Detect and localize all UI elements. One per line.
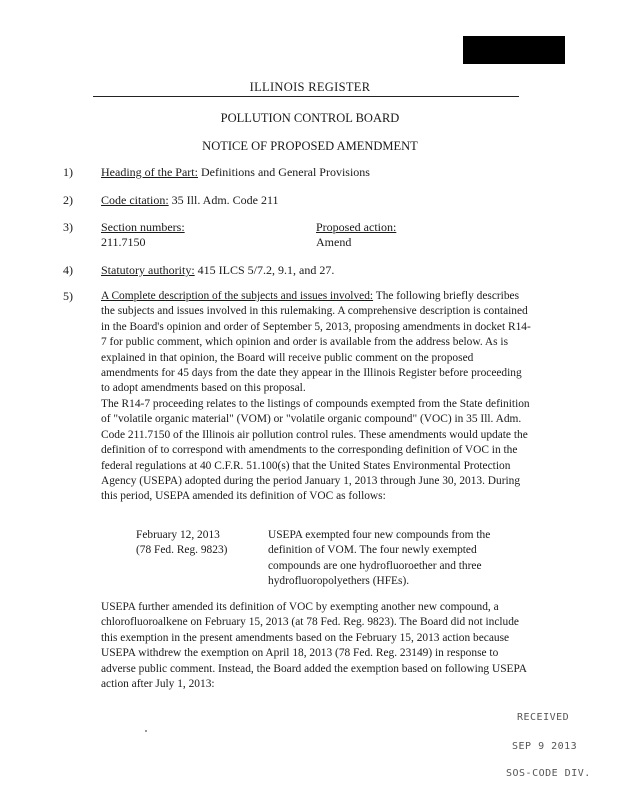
section-numbers-label: Section numbers:	[101, 220, 185, 234]
section-numbers-value: 211.7150	[101, 235, 146, 249]
table-citation: (78 Fed. Reg. 9823)	[136, 544, 228, 556]
item-2	[101, 193, 279, 208]
notice-title: NOTICE OF PROPOSED AMENDMENT	[202, 139, 418, 153]
agency-title: POLLUTION CONTROL BOARD	[220, 111, 400, 125]
stamp-received: RECEIVED	[517, 712, 570, 723]
item-5-label: A Complete description of the subjects and issues involved:	[101, 290, 374, 302]
item-5-lead: The following briefly describes the subjects and issues involved in this rulemaking. A comprehensive description is contained in the Board's opinion and order of September 5, 2013, proposing amendments in docket R14-7 for public comment, which opinion and order is available from the address below. As is explained in that opinion, the Board will receive public comment on the proposed amendments for 45 days from the date they appear in the Illinois Register before proceeding to adopt amendments based on this proposal.	[101, 290, 531, 395]
proposed-action-value: Amend	[316, 235, 352, 249]
item-4	[101, 263, 334, 278]
register-title: ILLINOIS REGISTER	[249, 80, 371, 94]
redaction-block	[463, 36, 565, 64]
item-1-number: 1)	[63, 165, 73, 179]
item-5-number: 5)	[63, 289, 73, 303]
item-4-label: Statutory authority:	[101, 263, 195, 277]
table-description: USEPA exempted four new compounds from the definition of VOM. The four newly exempted compounds are one hydrofluoroether and three hydrofluoropolyethers (HFEs).	[268, 529, 491, 588]
proposed-action-label: Proposed action:	[316, 220, 397, 234]
item-1-label: Heading of the Part:	[101, 165, 198, 179]
item-4-number: 4)	[63, 263, 73, 277]
item-2-value: 35 Ill. Adm. Code 211	[171, 193, 279, 207]
scan-speck	[145, 730, 147, 732]
item-5-paragraph-3: USEPA further amended its definition of VOC by exempting another new compound, a chlorofluoroalkene on February 15, 2013 (at 78 Fed. Reg. 9823). The Board did not include this exemption in the present amendments based on the February 15, 2013 action because USEPA withdrew the exemption on April 18, 2013 (78 Fed. Reg. 23149) in response to adverse public comment. Instead, the Board added the exemption based on following USEPA action after July 1, 2013:	[101, 601, 527, 691]
item-1-value: Definitions and General Provisions	[200, 165, 370, 179]
item-2-label: Code citation:	[101, 193, 169, 207]
stamp-date: SEP 9 2013	[512, 741, 578, 752]
item-2-number: 2)	[63, 193, 73, 207]
header-rule	[93, 96, 519, 97]
stamp-office: SOS-CODE DIV.	[506, 768, 591, 779]
item-5-paragraph-2: The R14-7 proceeding relates to the listings of compounds exempted from the State definition of "volatile organic material" (VOM) or "volatile organic compound" (VOC) in 35 Ill. Adm. Code 211.7150 of the Illinois air pollution control rules. These amendments would update the definition of to correspond with amendments to the corresponding definition of VOC in the federal regulations at 40 C.F.R. 51.100(s) that the United States Environmental Protection Agency (USEPA) adopted during the period January 1, 2013 through June 30, 2013. During this period, USEPA amended its definition of VOC as follows:	[101, 398, 530, 503]
table-date: February 12, 2013	[136, 529, 220, 541]
item-3-number: 3)	[63, 220, 73, 234]
item-5-paragraph-1	[101, 289, 533, 397]
item-1	[101, 165, 370, 180]
item-4-value: 415 ILCS 5/7.2, 9.1, and 27.	[197, 263, 335, 277]
